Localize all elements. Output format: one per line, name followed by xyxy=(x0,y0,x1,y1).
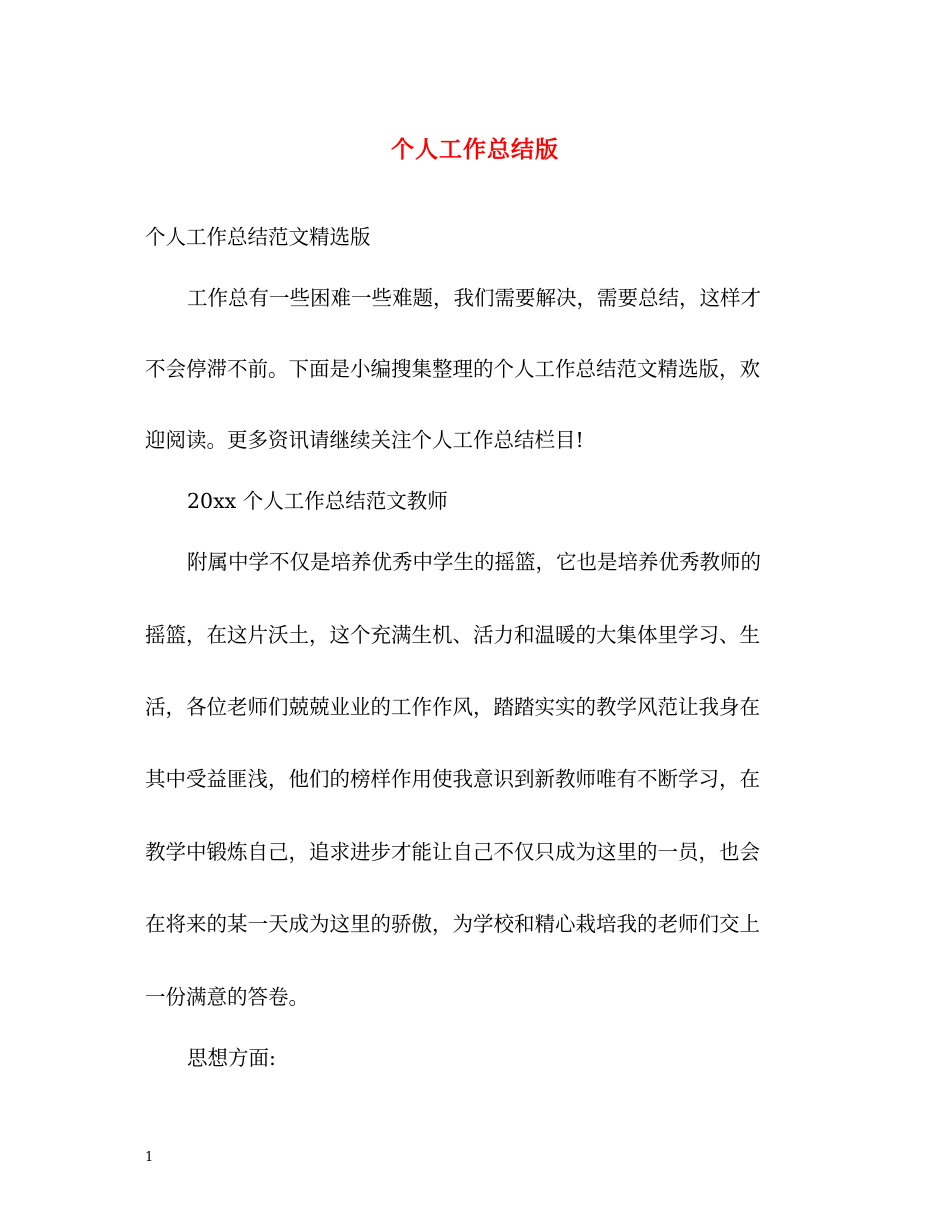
body-line-3: 活，各位老师们兢兢业业的工作作风，踏踏实实的教学风范让我身在 xyxy=(145,695,760,719)
body-line-1: 附属中学不仅是培养优秀中学生的摇篮，它也是培养优秀教师的 xyxy=(187,550,761,574)
intro-line-3: 迎阅读。更多资讯请继续关注个人工作总结栏目! xyxy=(145,428,584,452)
page-number: 1 xyxy=(145,1150,154,1165)
body-line-7: 一份满意的答卷。 xyxy=(145,985,309,1009)
document-subtitle: 个人工作总结范文精选版 xyxy=(145,225,371,249)
body-line-4: 其中受益匪浅，他们的榜样作用使我意识到新教师唯有不断学习，在 xyxy=(145,767,760,791)
intro-line-2: 不会停滞不前。下面是小编搜集整理的个人工作总结范文精选版，欢 xyxy=(145,357,760,381)
body-line-5: 教学中锻炼自己，追求进步才能让自己不仅只成为这里的一员，也会 xyxy=(145,840,760,864)
intro-line-1: 工作总有一些困难一些难题，我们需要解决，需要总结，这样才 xyxy=(187,286,761,310)
document-title: 个人工作总结版 xyxy=(391,136,559,163)
body-line-6: 在将来的某一天成为这里的骄傲，为学校和精心栽培我的老师们交上 xyxy=(145,912,760,936)
body-line-2: 摇篮，在这片沃土，这个充满生机、活力和温暖的大集体里学习、生 xyxy=(145,623,760,647)
section-heading: 20xx 个人工作总结范文教师 xyxy=(187,489,448,513)
sub-heading: 思想方面: xyxy=(187,1046,276,1070)
